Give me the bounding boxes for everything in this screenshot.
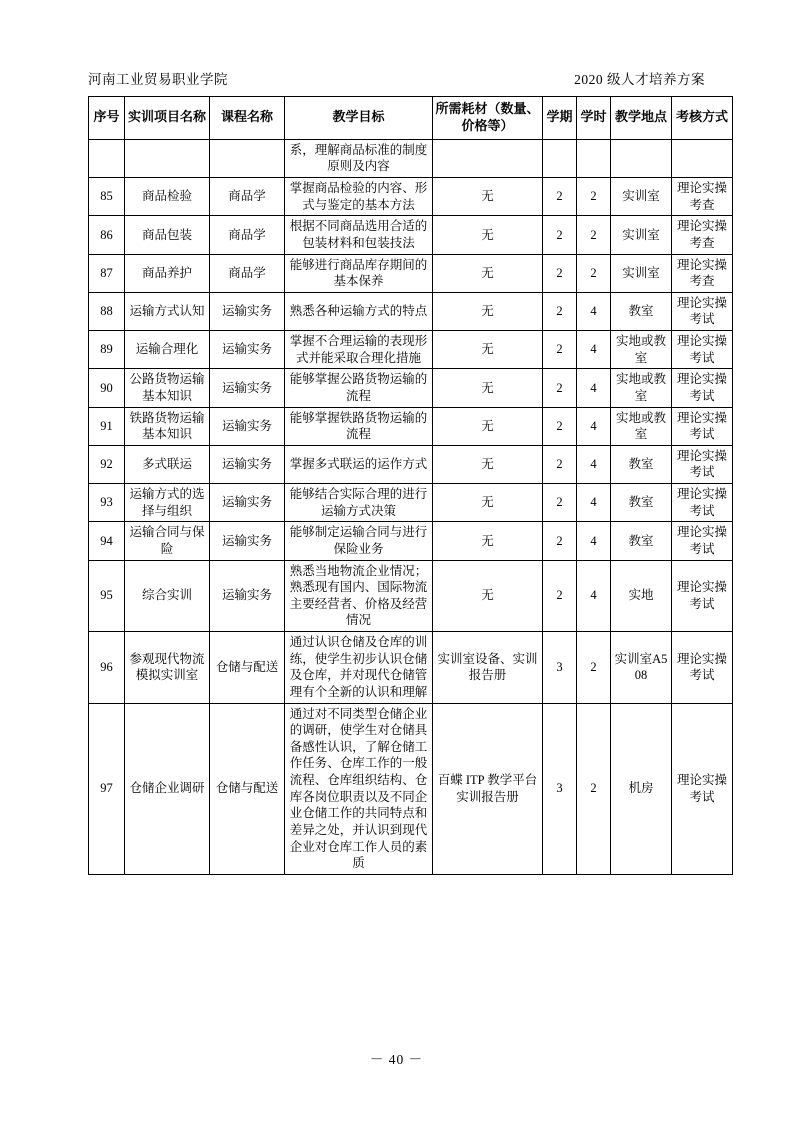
table-row — [89, 178, 733, 216]
page-footer — [0, 1048, 793, 1068]
cell-no: 91 — [89, 407, 125, 445]
table-body — [89, 139, 733, 874]
cell-place: 实地 — [611, 560, 672, 632]
cell-course-name: 仓储与配送 — [210, 703, 285, 874]
cell-teaching-goal: 根据不同商品选用合适的包装材料和包装技法 — [285, 216, 433, 254]
column-header-course-name: 课程名称 — [210, 97, 285, 140]
header-institution: 河南工业贸易职业学院 — [88, 72, 228, 87]
cell-term: 2 — [543, 331, 577, 369]
cell-course-name: 运输实务 — [210, 407, 285, 445]
cell-materials — [433, 139, 543, 177]
cell-place: 教室 — [611, 522, 672, 560]
table-row — [89, 139, 733, 177]
cell-no — [89, 139, 125, 177]
cell-place: 实训室 — [611, 178, 672, 216]
cell-exam-method: 理论实操考查 — [672, 254, 733, 292]
cell-project-name — [125, 139, 210, 177]
cell-term: 2 — [543, 445, 577, 483]
cell-term: 2 — [543, 369, 577, 407]
cell-hours: 2 — [577, 216, 611, 254]
cell-no: 87 — [89, 254, 125, 292]
cell-teaching-goal: 系，理解商品标准的制度原则及内容 — [285, 139, 433, 177]
table-row — [89, 407, 733, 445]
table-row — [89, 445, 733, 483]
cell-materials: 无 — [433, 369, 543, 407]
cell-exam-method: 理论实操考查 — [672, 178, 733, 216]
cell-teaching-goal: 熟悉当地物流企业情况；熟悉现有国内、国际物流主要经营者、价格及经营情况 — [285, 560, 433, 632]
cell-project-name: 商品养护 — [125, 254, 210, 292]
cell-teaching-goal: 能够掌握铁路货物运输的流程 — [285, 407, 433, 445]
cell-place: 教室 — [611, 484, 672, 522]
cell-course-name: 仓储与配送 — [210, 632, 285, 704]
cell-teaching-goal: 掌握不合理运输的表现形式并能采取合理化措施 — [285, 331, 433, 369]
cell-no: 92 — [89, 445, 125, 483]
cell-teaching-goal: 通过对不同类型仓储企业的调研，使学生对仓储具备感性认识，了解仓储工作任务、仓库工作的一般流程、仓库组织结构、仓库各岗位职责以及不同企业仓储工作的共同特点和差异之处，并认识到现代企业对仓库工作人员的素质 — [285, 703, 433, 874]
cell-no: 96 — [89, 632, 125, 704]
cell-term: 3 — [543, 703, 577, 874]
table-row — [89, 369, 733, 407]
cell-hours: 4 — [577, 560, 611, 632]
cell-teaching-goal: 能够制定运输合同与进行保险业务 — [285, 522, 433, 560]
cell-hours: 2 — [577, 703, 611, 874]
cell-course-name: 运输实务 — [210, 522, 285, 560]
column-header-no: 序号 — [89, 97, 125, 140]
cell-term: 2 — [543, 292, 577, 330]
cell-project-name: 铁路货物运输基本知识 — [125, 407, 210, 445]
table-header-row — [89, 97, 733, 140]
cell-place: 实训室 — [611, 216, 672, 254]
cell-term — [543, 139, 577, 177]
cell-teaching-goal: 掌握商品检验的内容、形式与鉴定的基本方法 — [285, 178, 433, 216]
cell-term: 2 — [543, 216, 577, 254]
cell-project-name: 运输方式认知 — [125, 292, 210, 330]
cell-no: 95 — [89, 560, 125, 632]
cell-place: 实地或教室 — [611, 331, 672, 369]
cell-exam-method — [672, 139, 733, 177]
training-projects-table — [88, 96, 733, 875]
cell-term: 2 — [543, 522, 577, 560]
cell-exam-method: 理论实操考试 — [672, 632, 733, 704]
cell-teaching-goal: 熟悉各种运输方式的特点 — [285, 292, 433, 330]
cell-exam-method: 理论实操考试 — [672, 484, 733, 522]
cell-no: 97 — [89, 703, 125, 874]
cell-project-name: 运输方式的选择与组织 — [125, 484, 210, 522]
cell-hours — [577, 139, 611, 177]
cell-hours: 4 — [577, 522, 611, 560]
cell-no: 90 — [89, 369, 125, 407]
cell-teaching-goal: 能够进行商品库存期间的基本保养 — [285, 254, 433, 292]
column-header-project-name: 实训项目名称 — [125, 97, 210, 140]
table-row — [89, 254, 733, 292]
table-row — [89, 331, 733, 369]
cell-hours: 4 — [577, 484, 611, 522]
cell-course-name: 商品学 — [210, 216, 285, 254]
cell-course-name: 运输实务 — [210, 292, 285, 330]
cell-project-name: 运输合同与保险 — [125, 522, 210, 560]
cell-hours: 4 — [577, 292, 611, 330]
cell-materials: 无 — [433, 331, 543, 369]
cell-course-name: 运输实务 — [210, 445, 285, 483]
cell-exam-method: 理论实操考试 — [672, 445, 733, 483]
cell-no: 85 — [89, 178, 125, 216]
cell-materials: 无 — [433, 216, 543, 254]
page-number: － 40 － — [369, 1052, 424, 1067]
page-header — [88, 68, 705, 88]
cell-place — [611, 139, 672, 177]
cell-hours: 2 — [577, 632, 611, 704]
table-row — [89, 522, 733, 560]
cell-course-name: 商品学 — [210, 178, 285, 216]
cell-exam-method: 理论实操考试 — [672, 560, 733, 632]
cell-materials: 无 — [433, 445, 543, 483]
cell-project-name: 商品检验 — [125, 178, 210, 216]
cell-project-name: 多式联运 — [125, 445, 210, 483]
cell-materials: 实训室设备、实训报告册 — [433, 632, 543, 704]
cell-course-name: 运输实务 — [210, 484, 285, 522]
column-header-place: 教学地点 — [611, 97, 672, 140]
cell-materials: 百蝶 ITP 教学平台实训报告册 — [433, 703, 543, 874]
column-header-materials: 所需耗材（数量、价格等） — [433, 97, 543, 140]
column-header-hours: 学时 — [577, 97, 611, 140]
cell-hours: 4 — [577, 369, 611, 407]
column-header-exam-method: 考核方式 — [672, 97, 733, 140]
cell-place: 实地或教室 — [611, 369, 672, 407]
cell-hours: 4 — [577, 445, 611, 483]
cell-hours: 4 — [577, 331, 611, 369]
cell-materials: 无 — [433, 522, 543, 560]
cell-no: 93 — [89, 484, 125, 522]
cell-hours: 4 — [577, 407, 611, 445]
column-header-teaching-goal: 教学目标 — [285, 97, 433, 140]
cell-exam-method: 理论实操考试 — [672, 703, 733, 874]
cell-materials: 无 — [433, 484, 543, 522]
training-projects-table-wrapper — [88, 96, 728, 875]
cell-exam-method: 理论实操考试 — [672, 407, 733, 445]
cell-place: 教室 — [611, 445, 672, 483]
cell-place: 机房 — [611, 703, 672, 874]
cell-no: 88 — [89, 292, 125, 330]
cell-place: 实训室A508 — [611, 632, 672, 704]
cell-term: 3 — [543, 632, 577, 704]
header-document-title: 2020 级人才培养方案 — [574, 72, 705, 87]
cell-term: 2 — [543, 254, 577, 292]
table-row — [89, 632, 733, 704]
table-row — [89, 292, 733, 330]
cell-no: 86 — [89, 216, 125, 254]
cell-materials: 无 — [433, 178, 543, 216]
table-row — [89, 484, 733, 522]
cell-project-name: 运输合理化 — [125, 331, 210, 369]
cell-course-name: 运输实务 — [210, 331, 285, 369]
cell-project-name: 仓储企业调研 — [125, 703, 210, 874]
cell-project-name: 公路货物运输基本知识 — [125, 369, 210, 407]
cell-teaching-goal: 掌握多式联运的运作方式 — [285, 445, 433, 483]
cell-exam-method: 理论实操考试 — [672, 369, 733, 407]
cell-teaching-goal: 能够结合实际合理的进行运输方式决策 — [285, 484, 433, 522]
cell-course-name: 商品学 — [210, 254, 285, 292]
table-row — [89, 216, 733, 254]
cell-no: 94 — [89, 522, 125, 560]
cell-place: 教室 — [611, 292, 672, 330]
cell-project-name: 参观现代物流模拟实训室 — [125, 632, 210, 704]
table-header — [89, 97, 733, 140]
cell-exam-method: 理论实操考试 — [672, 331, 733, 369]
cell-hours: 2 — [577, 178, 611, 216]
cell-term: 2 — [543, 407, 577, 445]
cell-term: 2 — [543, 178, 577, 216]
cell-term: 2 — [543, 484, 577, 522]
cell-exam-method: 理论实操考查 — [672, 216, 733, 254]
cell-course-name: 运输实务 — [210, 560, 285, 632]
cell-teaching-goal: 通过认识仓储及仓库的训练，使学生初步认识仓储及仓库，并对现代仓储管理有个全新的认识和理解 — [285, 632, 433, 704]
cell-course-name — [210, 139, 285, 177]
cell-hours: 2 — [577, 254, 611, 292]
cell-project-name: 综合实训 — [125, 560, 210, 632]
cell-exam-method: 理论实操考试 — [672, 522, 733, 560]
cell-place: 实训室 — [611, 254, 672, 292]
cell-materials: 无 — [433, 254, 543, 292]
cell-materials: 无 — [433, 292, 543, 330]
cell-materials: 无 — [433, 560, 543, 632]
cell-materials: 无 — [433, 407, 543, 445]
table-row — [89, 703, 733, 874]
table-row — [89, 560, 733, 632]
column-header-term: 学期 — [543, 97, 577, 140]
cell-course-name: 运输实务 — [210, 369, 285, 407]
cell-place: 实地或教室 — [611, 407, 672, 445]
cell-term: 2 — [543, 560, 577, 632]
cell-teaching-goal: 能够掌握公路货物运输的流程 — [285, 369, 433, 407]
cell-exam-method: 理论实操考试 — [672, 292, 733, 330]
cell-project-name: 商品包装 — [125, 216, 210, 254]
cell-no: 89 — [89, 331, 125, 369]
